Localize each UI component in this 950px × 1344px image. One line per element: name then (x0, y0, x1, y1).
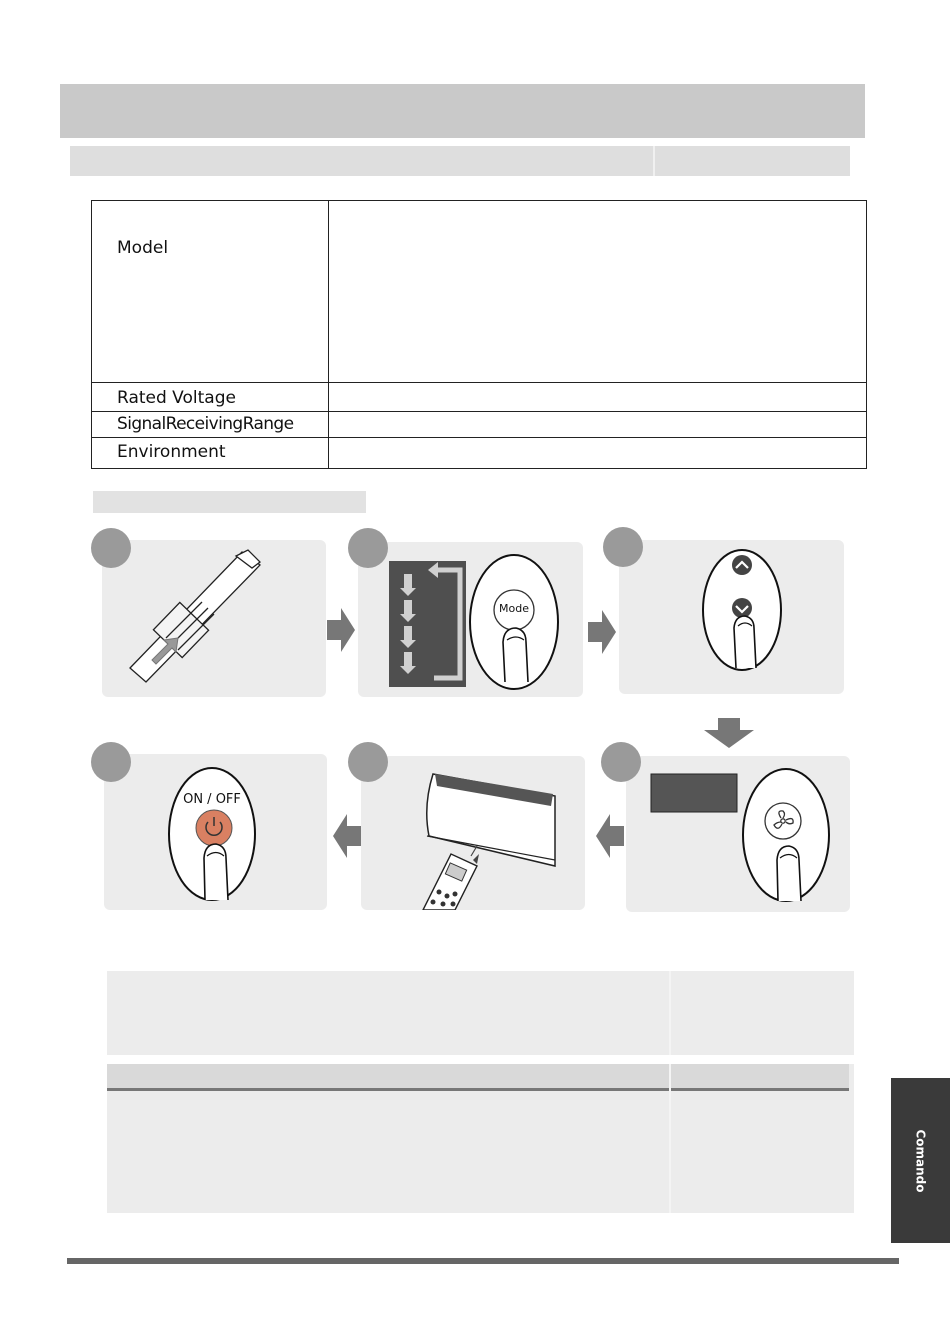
arrow-down-icon (702, 718, 756, 750)
step-5-panel (361, 756, 585, 910)
rated-voltage-label: Rated Voltage (117, 388, 236, 408)
fan-button-illustration (626, 756, 850, 912)
step-6-number (601, 742, 641, 782)
arrow-left-icon (331, 810, 361, 862)
section-title-bar (60, 84, 865, 138)
step-1-number (91, 528, 131, 568)
onoff-button-label: ON / OFF (183, 792, 241, 807)
note-box (107, 971, 854, 1055)
step-2-number (348, 528, 388, 568)
note-header (107, 1064, 849, 1088)
environment-value (329, 438, 867, 469)
environment-label: Environment (117, 442, 226, 462)
step-6-panel (626, 756, 850, 912)
spec-row-signal-range (92, 412, 867, 438)
arrow-right-icon (588, 606, 618, 658)
spec-row-environment (92, 438, 867, 469)
side-tab-label: Comando (913, 1128, 928, 1193)
model-value (329, 201, 867, 383)
model-label: Model (117, 238, 169, 258)
onoff-button-illustration (104, 754, 327, 910)
spec-table (91, 200, 867, 469)
up-down-buttons-illustration (619, 540, 844, 694)
signal-range-label: SignalReceivingRange (117, 414, 294, 434)
step-3-panel (619, 540, 844, 694)
footer-line (67, 1258, 899, 1264)
steps-title-bar (93, 491, 366, 513)
step-2-panel (358, 542, 583, 697)
aim-remote-illustration (361, 756, 585, 910)
arrow-right-icon (327, 604, 357, 656)
step-4-panel (104, 754, 327, 910)
mode-button-label: Mode (499, 602, 529, 615)
rated-voltage-value (329, 383, 867, 412)
spec-row-model (92, 201, 867, 383)
step-3-number (603, 527, 643, 567)
signal-range-value (329, 412, 867, 438)
side-tab (891, 1078, 950, 1243)
subsection-title-bar (70, 146, 850, 176)
arrow-left-icon (594, 810, 624, 862)
mode-cycle-illustration (358, 542, 583, 697)
battery-insert-illustration (102, 540, 326, 697)
step-4-number (91, 742, 131, 782)
note-box-with-header (107, 1064, 854, 1213)
note-divider (107, 1088, 849, 1091)
spec-row-rated-voltage (92, 383, 867, 412)
step-5-number (348, 742, 388, 782)
step-1-panel (102, 540, 326, 697)
